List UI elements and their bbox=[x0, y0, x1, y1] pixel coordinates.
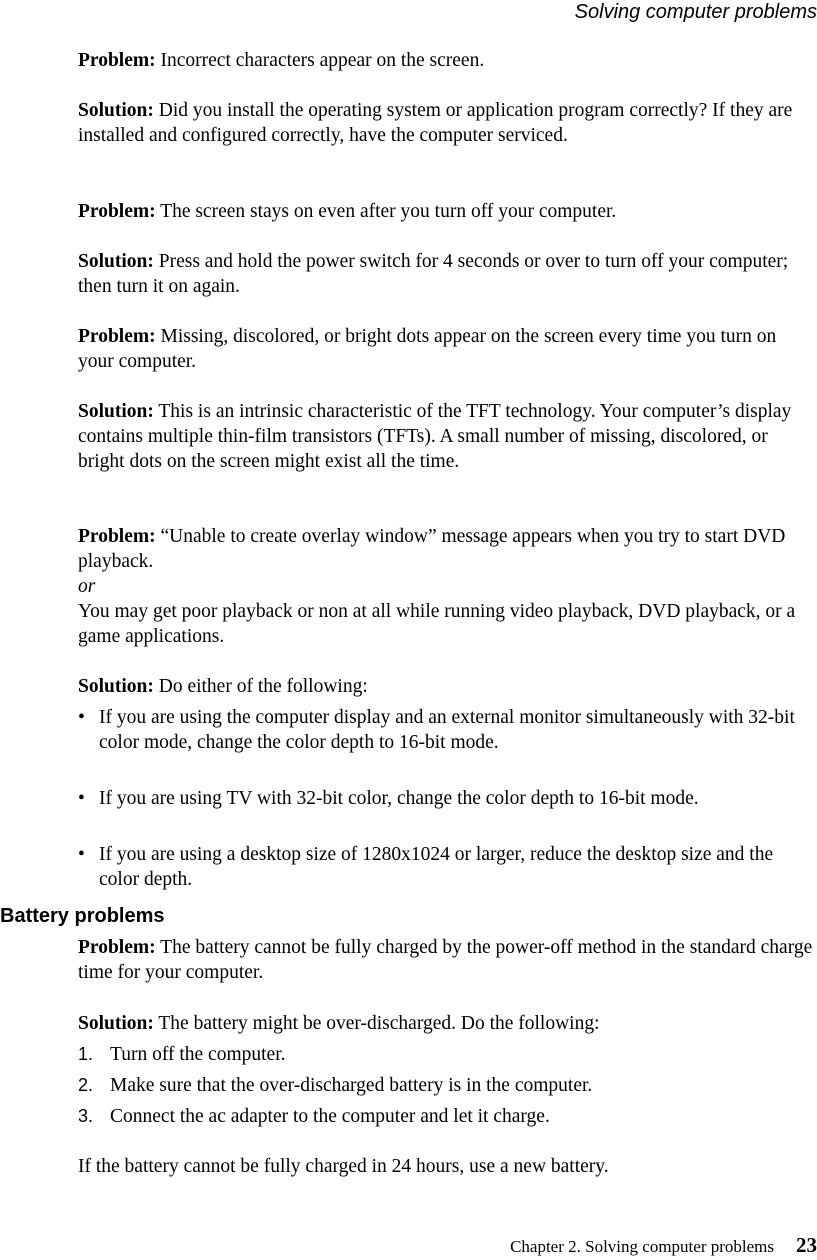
problem-text: The screen stays on even after you turn off your computer. bbox=[160, 201, 617, 222]
bullet-text: If you are using TV with 32-bit color, change the color depth to 16-bit mode. bbox=[99, 788, 699, 809]
footer-chapter: Chapter 2. Solving computer problems bbox=[510, 1237, 774, 1256]
page-footer bbox=[0, 1232, 817, 1260]
solution-text: The battery might be over-discharged. Do the following: bbox=[158, 1013, 600, 1034]
bullet-mark: • bbox=[78, 844, 85, 865]
solution-label: Solution: bbox=[78, 100, 154, 121]
step-text: Turn off the computer. bbox=[110, 1044, 286, 1065]
problem-text: “Unable to create overlay window” message appears when you try to start DVD playback. bbox=[78, 526, 786, 572]
problem-label: Problem: bbox=[78, 201, 156, 222]
problem-paragraph bbox=[78, 48, 816, 73]
section-heading: Battery problems bbox=[0, 905, 165, 927]
bullet-mark: • bbox=[78, 788, 85, 809]
bullet-mark: • bbox=[78, 707, 85, 728]
solution-text: Press and hold the power switch for 4 seconds or over to turn off your computer; then turn it on again. bbox=[78, 251, 789, 297]
step-text: Connect the ac adapter to the computer and let it charge. bbox=[110, 1106, 550, 1127]
problem-label: Problem: bbox=[78, 526, 156, 547]
problem-label: Problem: bbox=[78, 50, 156, 71]
bullet-text: If you are using the computer display and an external monitor simultaneously with 32-bit color mode, change the color depth to 16-bit mode. bbox=[99, 707, 795, 753]
solution-paragraph bbox=[78, 674, 816, 699]
solution-paragraph bbox=[78, 399, 816, 474]
page-number: 23 bbox=[796, 1233, 817, 1257]
solution-label: Solution: bbox=[78, 1013, 154, 1034]
running-header: Solving computer problems bbox=[574, 1, 817, 23]
problem-paragraph bbox=[78, 199, 816, 224]
problem-text: Incorrect characters appear on the screen. bbox=[160, 50, 485, 71]
problem-alt-text: You may get poor playback or non at all while running video playback, DVD playback, or a game applications. bbox=[78, 601, 796, 647]
problem-paragraph bbox=[78, 524, 816, 649]
solution-text: Did you install the operating system or application program correctly? If they are installed and configured correctly, have the computer serviced. bbox=[78, 100, 793, 146]
solution-text: This is an intrinsic characteristic of the TFT technology. Your computer’s display contains multiple thin-film transistors (TFTs). A small number of missing, discolored, or bright dots on the screen might exist all the time. bbox=[78, 401, 792, 472]
bullet-text: If you are using a desktop size of 1280x1024 or larger, reduce the desktop size and the color depth. bbox=[99, 844, 774, 890]
solution-label: Solution: bbox=[78, 401, 154, 422]
solution-label: Solution: bbox=[78, 251, 154, 272]
solution-label: Solution: bbox=[78, 676, 154, 697]
problem-label: Problem: bbox=[78, 326, 156, 347]
solution-paragraph bbox=[78, 249, 816, 299]
problem-text: Missing, discolored, or bright dots appear on the screen every time you turn on your computer. bbox=[78, 326, 777, 372]
closing-paragraph: If the battery cannot be fully charged in 24 hours, use a new battery. bbox=[78, 1156, 609, 1177]
step-text: Make sure that the over-discharged battery is in the computer. bbox=[110, 1075, 593, 1096]
problem-paragraph bbox=[78, 935, 816, 985]
problem-text: The battery cannot be fully charged by the power-off method in the standard charge time for your computer. bbox=[78, 937, 813, 983]
or-separator: or bbox=[78, 576, 96, 597]
solution-paragraph bbox=[78, 98, 816, 148]
step-number: 1. bbox=[78, 1044, 94, 1064]
problem-paragraph bbox=[78, 324, 816, 374]
problem-label: Problem: bbox=[78, 937, 156, 958]
solution-text: Do either of the following: bbox=[158, 676, 368, 697]
step-number: 2. bbox=[78, 1075, 94, 1095]
step-number: 3. bbox=[78, 1106, 94, 1126]
solution-paragraph bbox=[78, 1011, 816, 1036]
